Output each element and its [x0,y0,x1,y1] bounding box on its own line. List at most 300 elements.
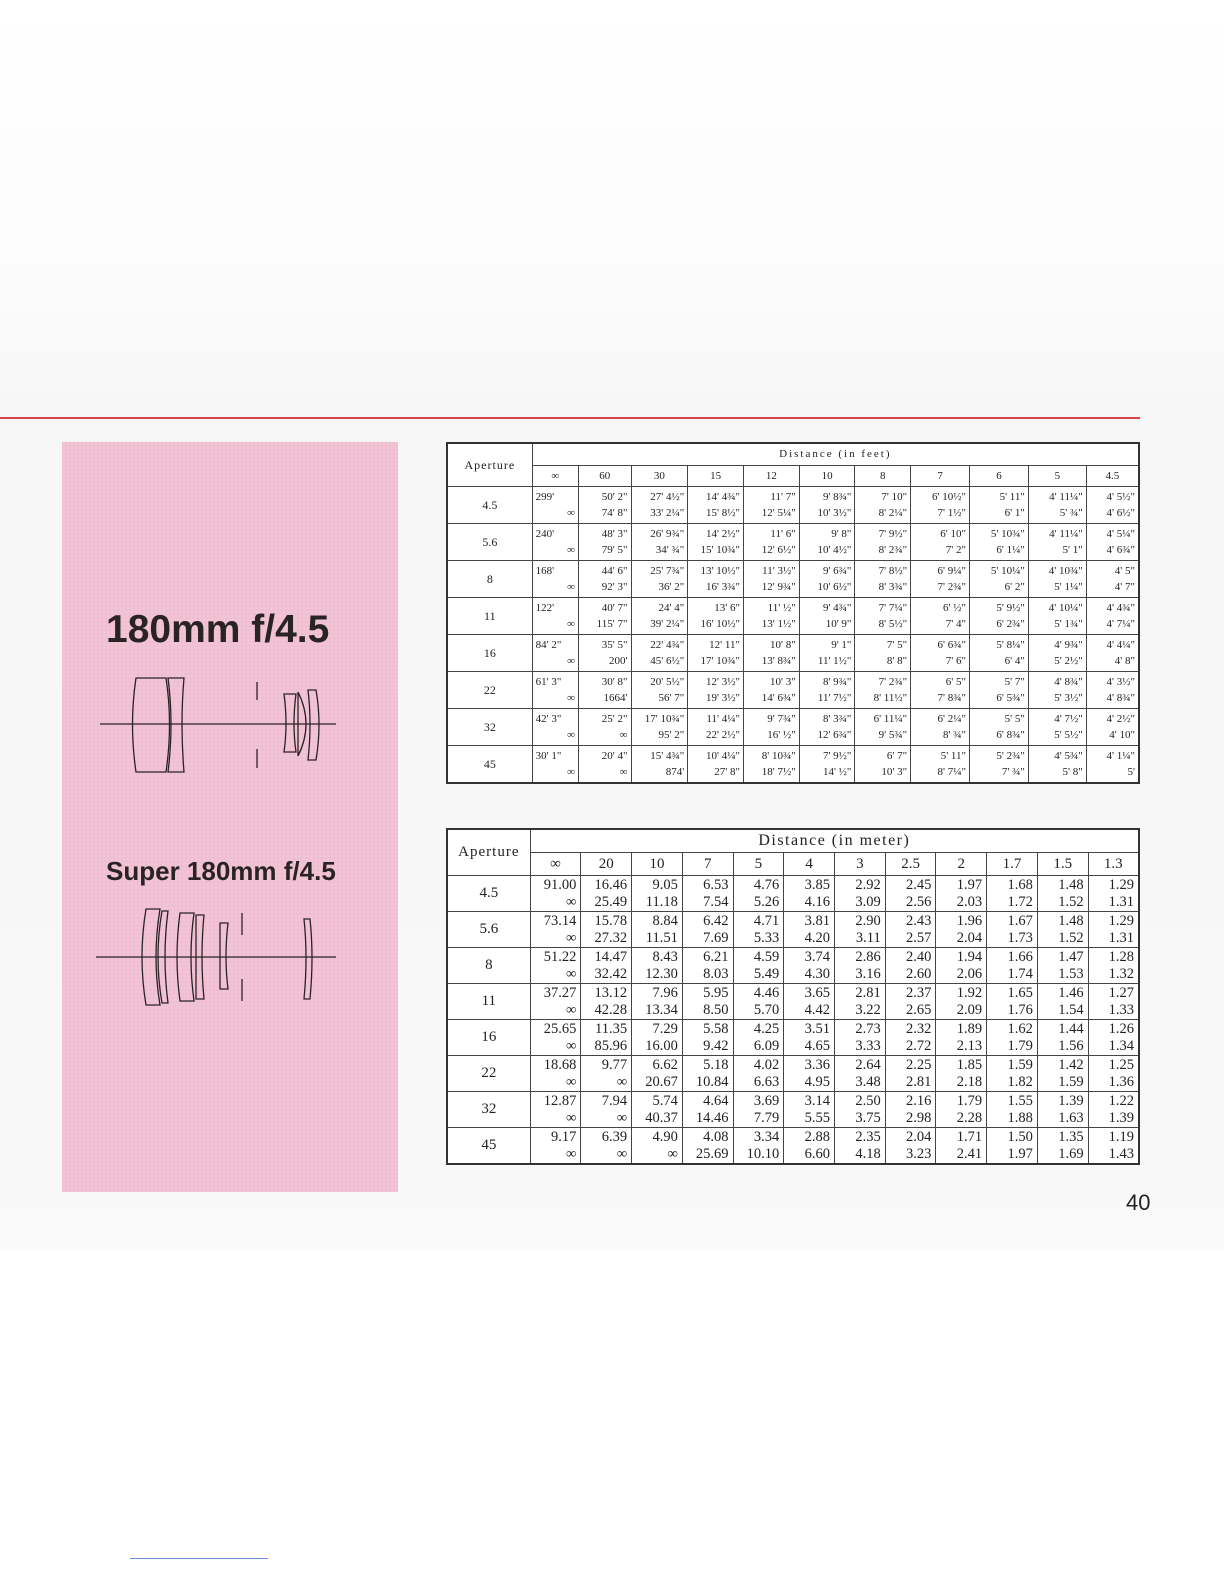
dof-cell [632,876,683,912]
near-limit: 6.62 [652,1056,678,1073]
distance-col-header: 12 [744,465,800,487]
far-limit: ∞ [616,1073,628,1090]
distance-col-header: ∞ [530,853,581,876]
near-limit: 25.65 [543,1020,577,1037]
far-limit: 9.42 [703,1037,729,1054]
dof-cell [970,635,1029,672]
far-limit: 5' 3½" [1054,692,1083,704]
aperture-cell: 8 [447,561,532,598]
near-limit: 7.94 [601,1092,628,1109]
far-limit: ∞ [619,766,628,778]
lens2-title: Super 180mm f/4.5 [106,856,336,886]
far-limit: 7' 6" [945,655,967,667]
dof-cell [688,635,744,672]
aperture-cell: 11 [447,598,532,635]
dof-cell [532,635,578,672]
dof-cell [799,598,855,635]
dof-cell [834,876,885,912]
near-limit: 20' 5½" [650,676,685,688]
near-limit: 3.14 [804,1092,830,1109]
far-limit: 15' 10¾" [700,544,740,556]
dof-cell [578,487,631,524]
dof-cell [885,1092,936,1128]
far-limit: 19' 3½" [706,692,740,704]
far-limit: 8' 7¼" [937,766,967,778]
distance-col-header: 60 [578,465,631,487]
near-limit: 3.34 [753,1128,780,1145]
far-limit: 1664' [603,692,628,704]
far-limit: 3.48 [855,1073,881,1090]
far-limit: 1.76 [1007,1001,1033,1018]
near-limit: 7' 7¼" [878,602,908,614]
far-limit: 3.75 [855,1109,881,1126]
dof-cell [834,1092,885,1128]
far-limit: 42.28 [594,1001,628,1018]
near-limit: 15.78 [594,912,628,929]
far-limit: 1.82 [1007,1073,1033,1090]
far-limit: 2.60 [906,965,932,982]
near-limit: 2.45 [906,876,932,893]
far-limit: 2.18 [956,1073,983,1090]
far-limit: 2.03 [956,893,983,910]
dof-cell [532,598,578,635]
far-limit: 2.72 [906,1037,932,1054]
far-limit: 79' 5" [601,544,628,556]
distance-header: Distance (in feet) [532,443,1139,465]
near-limit: 17' 10¾" [644,713,685,725]
far-limit: 7' ¾" [1001,766,1025,778]
far-limit: 5' 2½" [1054,655,1083,667]
dof-cell [855,672,911,709]
far-limit: 5' ¾" [1059,507,1083,519]
dof-cell [1028,598,1086,635]
distance-col-header: 1.3 [1088,853,1139,876]
far-limit: ∞ [567,507,575,519]
far-limit: 7.54 [703,893,729,910]
aperture-cell: 16 [447,1020,530,1056]
table-row [447,709,1139,746]
dof-cell [578,709,631,746]
far-limit: 33' 2¼" [650,507,685,519]
table-row [447,1092,1139,1128]
near-limit: 1.29 [1108,912,1134,929]
far-limit: 6' 1" [1004,507,1025,519]
near-limit: 4' 4¾" [1106,602,1135,614]
dof-cell [1086,709,1139,746]
dof-cell [799,746,855,784]
near-limit: 4.46 [753,984,780,1001]
near-limit: 2.64 [855,1056,881,1073]
near-limit: 5' 7" [1004,676,1025,688]
far-limit: 25.69 [695,1145,729,1162]
far-limit: ∞ [566,893,577,910]
aperture-cell: 45 [447,1128,530,1165]
dof-cell [1037,1092,1088,1128]
dof-cell [682,984,733,1020]
near-limit: 7' 10" [881,491,908,503]
near-limit: 7.29 [652,1020,678,1037]
far-limit: 14.46 [695,1109,729,1126]
dof-cell [1028,561,1086,598]
far-limit: 16' 10½" [700,618,740,630]
near-limit: 5' 10¾" [990,528,1025,540]
far-limit: 6' 8¾" [996,729,1025,741]
far-limit: 4' 6½" [1106,507,1135,519]
far-limit: ∞ [567,544,575,556]
near-limit: 4.08 [703,1128,729,1145]
near-limit: 9.17 [551,1128,577,1145]
aperture-cell: 45 [447,746,532,784]
dof-cell [784,1020,835,1056]
near-limit: 4.90 [652,1128,678,1145]
far-limit: ∞ [567,729,575,741]
dof-cell [936,1056,987,1092]
dof-cell [970,561,1029,598]
dof-cell [733,1128,784,1165]
aperture-cell: 4.5 [447,876,530,912]
dof-cell [688,672,744,709]
dof-cell [631,746,688,784]
near-limit: 1.89 [956,1020,983,1037]
near-limit: 5.58 [703,1020,729,1037]
near-limit: 9' 6¾" [822,565,852,577]
dof-cell [682,1128,733,1165]
near-limit: 13' 6" [714,602,740,614]
near-limit: 4' 9¾" [1054,639,1083,651]
far-limit: 2.81 [906,1073,932,1090]
far-limit: 2.56 [906,893,932,910]
near-limit: 3.81 [804,912,830,929]
near-limit: 13' 10½" [700,565,740,577]
far-limit: ∞ [566,929,577,946]
far-limit: 74' 8" [601,507,628,519]
dof-cell [885,948,936,984]
near-limit: 3.69 [753,1092,780,1109]
near-limit: 4' 7½" [1054,713,1083,725]
near-limit: 48' 3" [601,528,628,540]
near-limit: 5.74 [652,1092,678,1109]
table-row [447,524,1139,561]
far-limit: 1.33 [1108,1001,1134,1018]
near-limit: 84' 2" [535,639,562,651]
table-row [447,746,1139,784]
near-limit: 10' 8" [769,639,796,651]
dof-cell [581,984,632,1020]
near-limit: 5.95 [703,984,729,1001]
far-limit: 8' 11½" [873,692,908,704]
dof-cell [744,746,800,784]
near-limit: 22' 4¾" [650,639,685,651]
dof-cell [632,1092,683,1128]
dof-cell [631,635,688,672]
near-limit: 1.26 [1108,1020,1134,1037]
far-limit: 8' ¾" [943,729,967,741]
distance-col-header: 4 [784,853,835,876]
near-limit: 7.96 [652,984,678,1001]
aperture-cell: 16 [447,635,532,672]
dof-cell [1037,912,1088,948]
dof-cell [1037,876,1088,912]
dof-cell [744,487,800,524]
dof-cell [784,1056,835,1092]
dof-cell [631,598,688,635]
near-limit: 5' 5" [1004,713,1025,725]
near-limit: 4.76 [753,876,780,893]
dof-cell [688,487,744,524]
distance-col-header: 15 [688,465,744,487]
near-limit: 44' 6" [601,565,628,577]
table-row [447,984,1139,1020]
near-limit: 1.27 [1108,984,1134,1001]
near-limit: 1.42 [1058,1056,1084,1073]
far-limit: 4.95 [804,1073,830,1090]
near-limit: 6.39 [601,1128,628,1145]
dof-cell [682,1092,733,1128]
dof-cell [1028,635,1086,672]
far-limit: 1.56 [1058,1037,1084,1054]
table-row [447,1056,1139,1092]
dof-cell [530,1056,581,1092]
far-limit: 9' 5¾" [878,729,908,741]
near-limit: 6.21 [703,948,729,965]
far-limit: 11.51 [645,929,678,946]
dof-cell [581,1056,632,1092]
dof-cell [855,561,911,598]
aperture-cell: 5.6 [447,524,532,561]
dof-cell [1086,746,1139,784]
near-limit: 14' 4¾" [706,491,740,503]
dof-cell [682,1056,733,1092]
near-limit: 1.50 [1007,1128,1033,1145]
distance-col-header: 5 [733,853,784,876]
near-limit: 6' 2¼" [937,713,967,725]
near-limit: 1.25 [1108,1056,1134,1073]
dof-cell [911,561,970,598]
far-limit: 1.59 [1058,1073,1084,1090]
near-limit: 4' 2½" [1106,713,1135,725]
dof-cell [911,672,970,709]
far-limit: ∞ [566,1073,577,1090]
aperture-cell: 11 [447,984,530,1020]
far-limit: 2.98 [906,1109,932,1126]
dof-cell [744,672,800,709]
near-limit: 4.64 [703,1092,729,1109]
near-limit: 7' 9½" [878,528,908,540]
distance-col-header: 2.5 [885,853,936,876]
distance-col-header: 2 [936,853,987,876]
far-limit: 5.26 [753,893,780,910]
far-limit: 1.79 [1007,1037,1033,1054]
aperture-cell: 22 [447,1056,530,1092]
far-limit: 6' 1¼" [996,544,1025,556]
distance-col-header: 30 [631,465,688,487]
far-limit: 1.52 [1058,929,1084,946]
dof-cell [987,1092,1038,1128]
distance-col-header: 10 [799,465,855,487]
far-limit: 1.88 [1007,1109,1033,1126]
far-limit: 20.67 [645,1073,678,1090]
near-limit: 1.39 [1058,1092,1084,1109]
far-limit: 4' 8" [1114,655,1135,667]
dof-cell [987,912,1038,948]
dof-cell [682,912,733,948]
far-limit: 8' 5½" [878,618,908,630]
far-limit: 115' 7" [596,618,628,630]
near-limit: 1.67 [1007,912,1033,929]
far-limit: 3.23 [906,1145,932,1162]
near-limit: 4' 3½" [1106,676,1135,688]
far-limit: 14' 6¾" [761,692,796,704]
dof-cell [1037,948,1088,984]
dof-cell [1088,948,1139,984]
near-limit: 14.47 [594,948,628,965]
dof-cell [532,672,578,709]
far-limit: 40.37 [645,1109,678,1126]
dof-cell [1088,1020,1139,1056]
far-limit: 18' 7½" [761,766,796,778]
near-limit: 2.35 [855,1128,881,1145]
dof-cell [1088,1128,1139,1165]
dof-cell [1088,1092,1139,1128]
near-limit: 168' [535,565,555,577]
near-limit: 4.02 [753,1056,780,1073]
far-limit: 874' [665,766,685,778]
far-limit: 36' 2" [658,581,685,593]
far-limit: 16' 3¾" [706,581,740,593]
far-limit: 4' 7¼" [1106,618,1135,630]
far-limit: 5.70 [753,1001,780,1018]
near-limit: 1.22 [1108,1092,1134,1109]
near-limit: 27' 4½" [650,491,685,503]
table-row [447,948,1139,984]
table-row [447,598,1139,635]
far-limit: 3.11 [855,929,881,946]
far-limit: 12' 6¾" [817,729,852,741]
far-limit: 8.50 [703,1001,729,1018]
near-limit: 4.59 [753,948,780,965]
far-limit: 1.31 [1108,893,1134,910]
dof-cell [1086,672,1139,709]
far-limit: 10' 3½" [817,507,852,519]
dof-cell [911,524,970,561]
near-limit: 4' 11¼" [1049,491,1083,503]
near-limit: 2.90 [855,912,881,929]
distance-header: Distance (in meter) [530,829,1139,853]
far-limit: 27' 8" [714,766,740,778]
far-limit: ∞ [667,1145,678,1162]
near-limit: 1.94 [956,948,983,965]
lens-info-panel [62,442,398,1192]
far-limit: 1.34 [1108,1037,1134,1054]
dof-cell [632,1128,683,1165]
near-limit: 30' 8" [601,676,628,688]
far-limit: 6.60 [804,1145,830,1162]
near-limit: 1.71 [956,1128,983,1145]
dof-cell [784,876,835,912]
distance-col-header: 1.5 [1037,853,1088,876]
dof-cell [855,635,911,672]
near-limit: 15' 4¾" [650,750,685,762]
far-limit: 17' 10¾" [700,655,740,667]
far-limit: 39' 2¼" [650,618,685,630]
distance-col-header: 7 [682,853,733,876]
red-rule [0,417,1140,419]
near-limit: 2.16 [906,1092,932,1109]
far-limit: 1.74 [1007,965,1033,982]
near-limit: 5' 9½" [996,602,1025,614]
distance-col-header: 5 [1028,465,1086,487]
aperture-cell: 4.5 [447,487,532,524]
dof-cell [987,1020,1038,1056]
dof-cell [532,524,578,561]
near-limit: 6' 7" [886,750,908,762]
far-limit: ∞ [619,729,628,741]
far-limit: 2.41 [956,1145,983,1162]
far-limit: 10' 4½" [817,544,852,556]
dof-cell [784,1128,835,1165]
far-limit: 4.42 [804,1001,830,1018]
near-limit: 9' 1" [831,639,852,651]
far-limit: 2.13 [956,1037,983,1054]
near-limit: 50' 2" [601,491,628,503]
near-limit: 4' 11¼" [1049,528,1083,540]
near-limit: 11' ½" [767,602,796,614]
dof-cell [688,524,744,561]
near-limit: 6' ½" [943,602,967,614]
dof-cell [970,709,1029,746]
blue-rule [130,1558,268,1559]
far-limit: 7' 8¾" [937,692,967,704]
far-limit: ∞ [566,965,577,982]
near-limit: 7' 8½" [878,565,908,577]
near-limit: 5' 8¼" [996,639,1025,651]
dof-cell [1086,487,1139,524]
dof-cell [855,709,911,746]
near-limit: 1.46 [1058,984,1084,1001]
near-limit: 11' 7" [770,491,796,503]
dof-cell [987,1056,1038,1092]
far-limit: 12.30 [645,965,678,982]
far-limit: ∞ [616,1109,628,1126]
far-limit: 6.63 [753,1073,780,1090]
far-limit: 4' 6¾" [1106,544,1135,556]
far-limit: 34' ¾" [655,544,685,556]
far-limit: 5.33 [753,929,780,946]
far-limit: ∞ [567,766,575,778]
far-limit: ∞ [567,581,575,593]
far-limit: 2.65 [906,1001,932,1018]
near-limit: 61' 3" [535,676,562,688]
near-limit: 1.19 [1108,1128,1134,1145]
far-limit: 10.10 [746,1145,780,1162]
near-limit: 11.35 [595,1020,628,1037]
far-limit: 85.96 [594,1037,628,1054]
far-limit: 1.73 [1007,929,1033,946]
far-limit: 11' 7½" [817,692,852,704]
dof-table-meter [446,828,1140,1165]
far-limit: 4.16 [804,893,830,910]
far-limit: 5.49 [753,965,780,982]
dof-cell [632,948,683,984]
dof-cell [578,524,631,561]
near-limit: 14' 2½" [706,528,740,540]
near-limit: 30' 1" [535,750,562,762]
far-limit: 4.30 [804,965,830,982]
far-limit: 7' 2" [945,544,967,556]
far-limit: 13' 8¾" [761,655,796,667]
near-limit: 1.65 [1007,984,1033,1001]
far-limit: 13.34 [645,1001,678,1018]
